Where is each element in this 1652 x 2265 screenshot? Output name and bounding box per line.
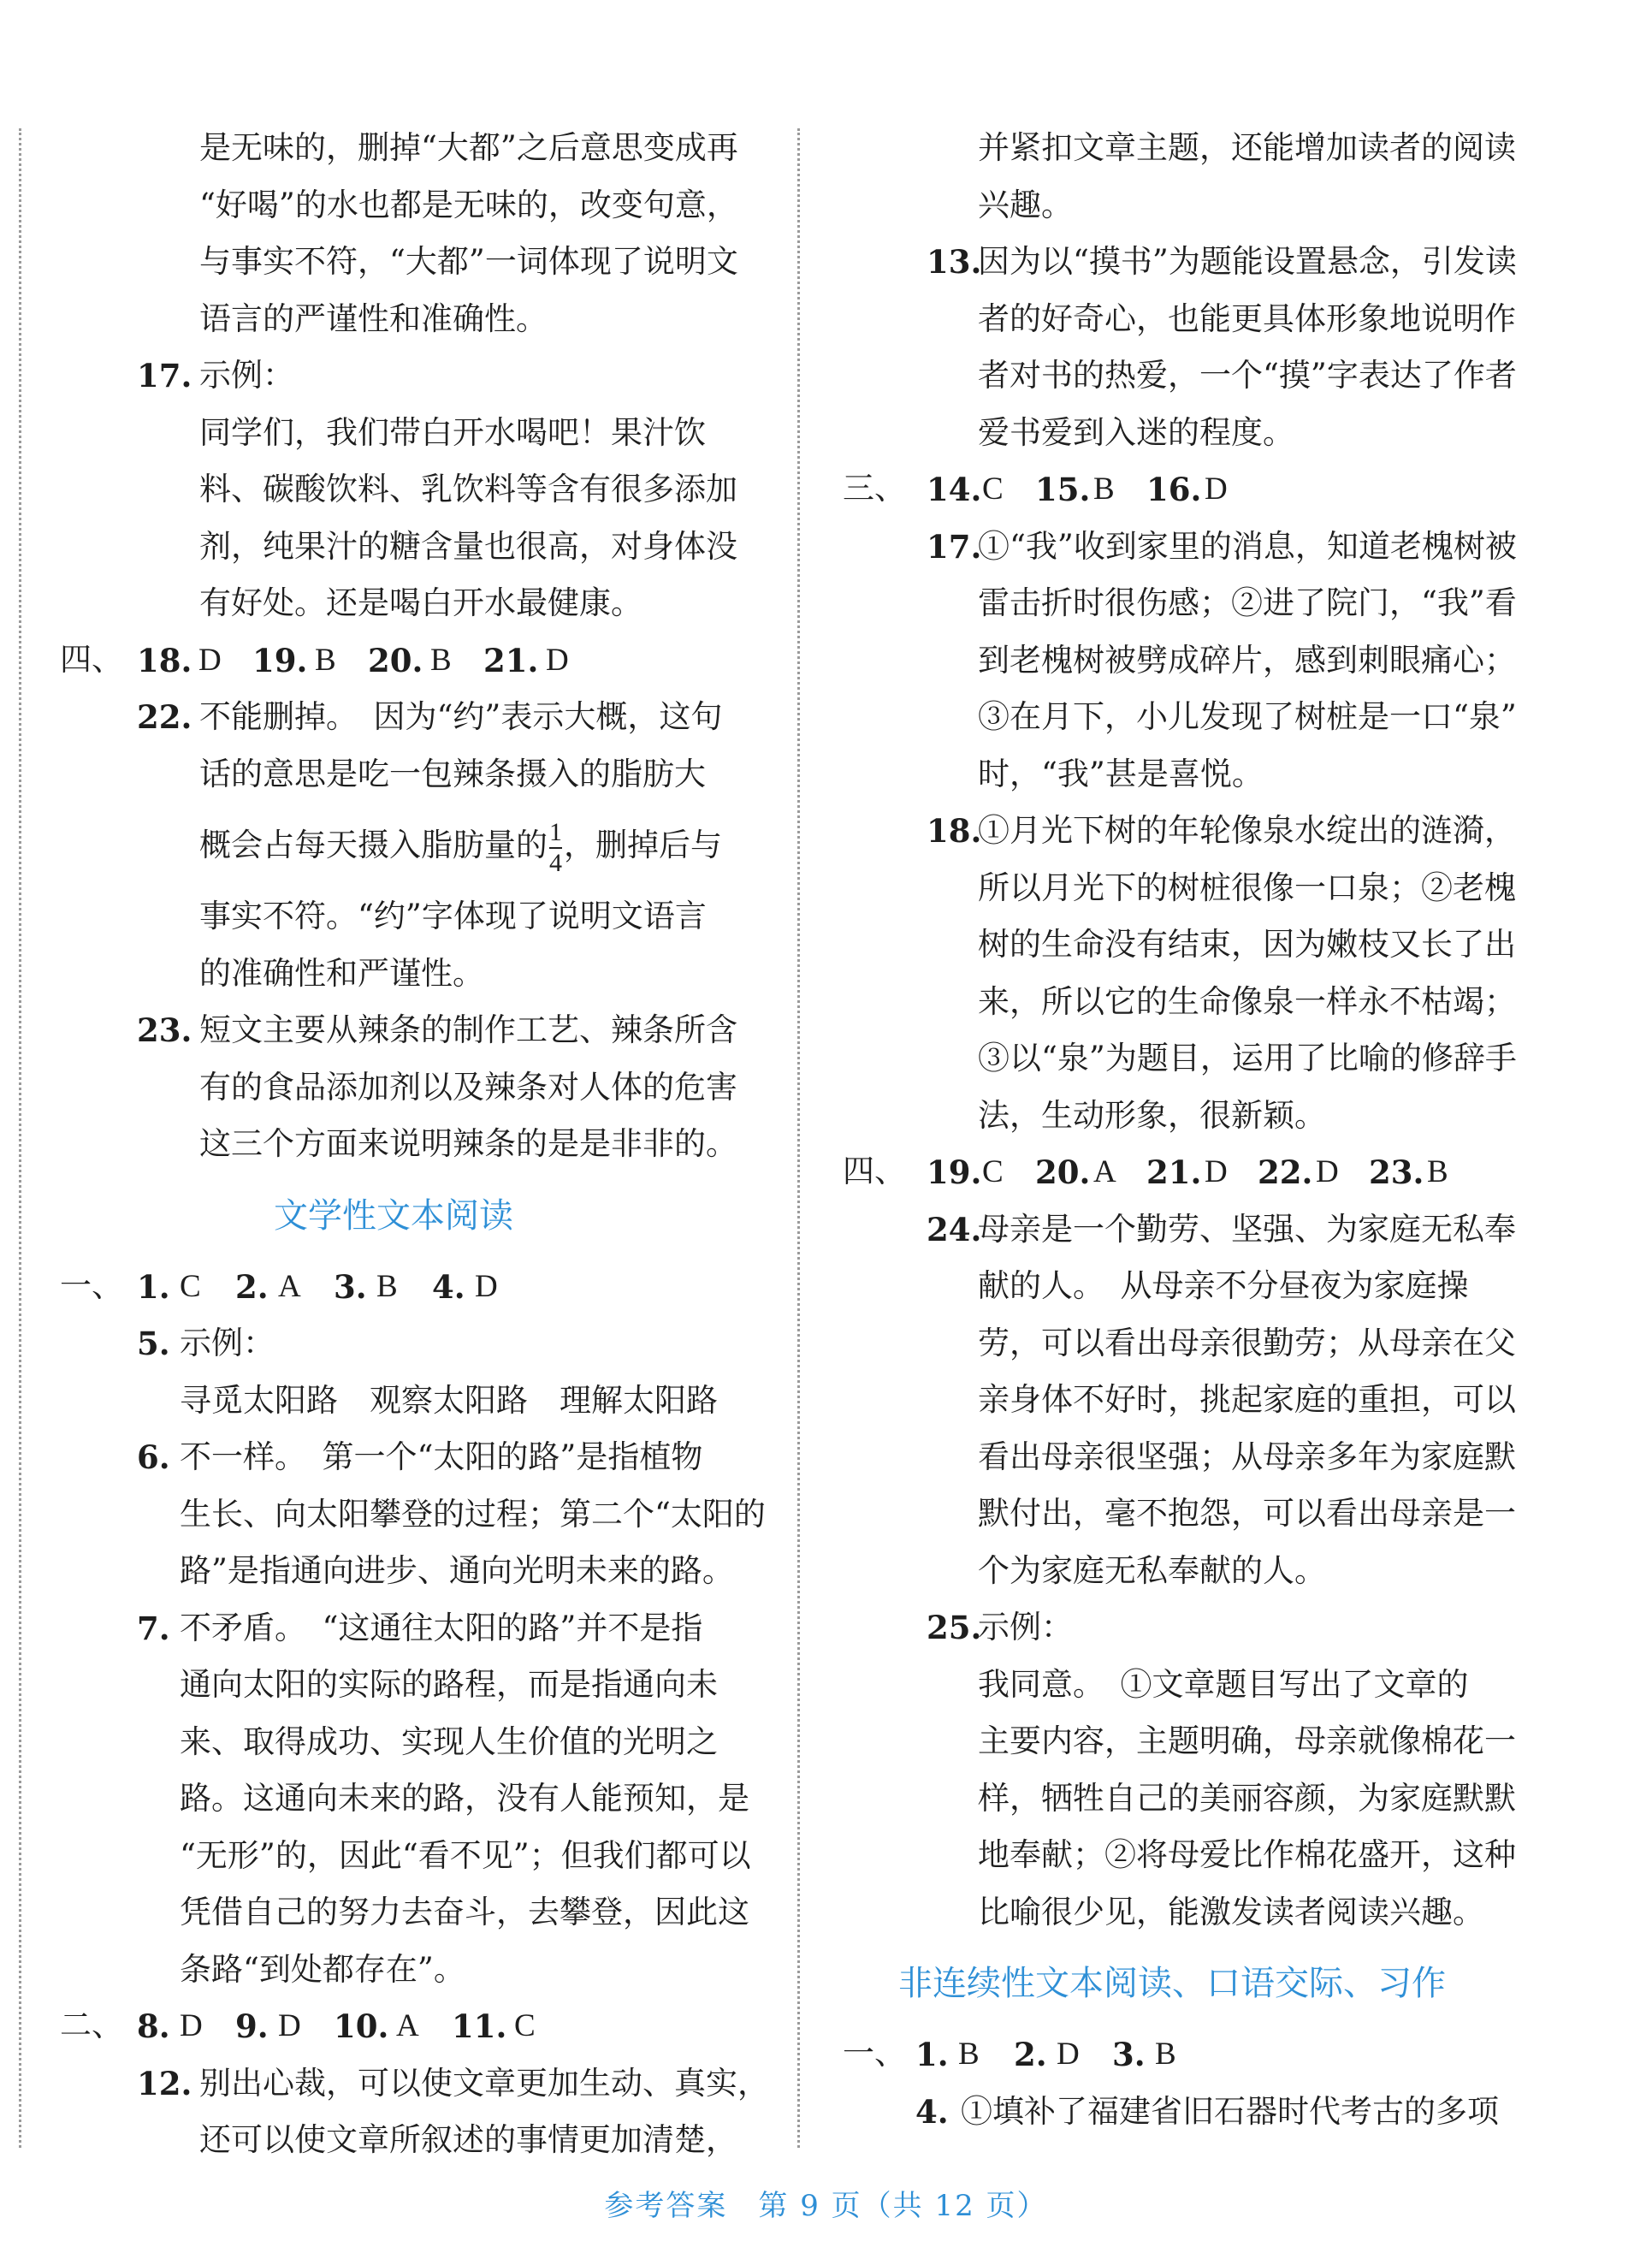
question-number: 17. bbox=[137, 357, 192, 394]
question-number: 5. bbox=[137, 1325, 170, 1362]
question-number: 6. bbox=[137, 1438, 170, 1476]
section-4-choice-answers: 四、 18. D 19. B 20. B 21. D bbox=[60, 632, 770, 690]
section-4-right-choice-answers: 四、 19. C 20. A 21. D 22. D 23. B bbox=[843, 1144, 1561, 1201]
question-number: 17. bbox=[927, 527, 982, 566]
question-number: 24. bbox=[927, 1210, 982, 1248]
answer-13: 13. 因为以“摸书”为题能设置悬念，引发读 者的好奇心，也能更具体形象地说明作 者对书的热爱，一个“摸”字表达了作者 爱书爱到入迷的程度。 bbox=[843, 234, 1561, 461]
answer-12: 12. 别出心裁，可以使文章更加生动、真实， 还可以使文章所叙述的事情更加清楚， bbox=[60, 2055, 770, 2169]
answer-18: 18. ①月光下树的年轮像泉水绽出的涟漪， 所以月光下的树桩很像一口泉；②老槐 树的生命没有结束，因为嫩枝又长了出 来，所以它的生命像泉一样永不枯竭； ③以“泉”为题目，运用了比喻的修辞手 法，生动形象，很新颖。 bbox=[843, 803, 1561, 1144]
question-number: 22. bbox=[137, 698, 192, 736]
section-label: 四、 bbox=[843, 1154, 906, 1189]
section-label: 一、 bbox=[843, 2037, 906, 2072]
section-heading-literary-reading: 文学性文本阅读 bbox=[274, 1195, 513, 1236]
section-label: 一、 bbox=[60, 1268, 123, 1304]
left-column bbox=[60, 120, 770, 2169]
answer-12-continued: 并紧扣文章主题，还能增加读者的阅读 兴趣。 bbox=[978, 129, 1516, 223]
answer-5: 5. 示例： 寻觅太阳路 观察太阳路 理解太阳路 bbox=[60, 1315, 770, 1429]
section-1-right-choice-answers: 一、 1. B 2. D 3. B bbox=[843, 2026, 1561, 2084]
section-label: 四、 bbox=[60, 642, 123, 678]
answer-17-right: 17. ①“我”收到家里的消息，知道老槐树被 雷击折时很伤感；②进了院门，“我”看 到老槐树被劈成碎片，感到刺眼痛心； ③在月下，小儿发现了树桩是一口“泉” 时，“我”甚是喜悦。 bbox=[843, 519, 1561, 803]
section-2-choice-answers: 二、 8. D 9. D 10. A 11. C bbox=[60, 1998, 770, 2055]
answer-22: 22. 不能删掉。 因为“约”表示大概，这句 话的意思是吃一包辣条摄入的脂肪大 概会占每天摄入脂肪量的 $\frac{1}{4}$ ，删掉后与 事实不符。“约”字体现了说明文语言 的准确性和严谨性。 bbox=[60, 689, 770, 1002]
section-heading-non-continuous-reading: 非连续性文本阅读、口语交际、习作 bbox=[898, 1964, 1446, 2003]
answer-4: 4. ①填补了福建省旧石器时代考古的多项 bbox=[843, 2084, 1561, 2141]
question-number: 13. bbox=[927, 243, 982, 281]
intro-paragraph: 是无味的，删掉“大都”之后意思变成再 “好喝”的水也都是无味的，改变句意， 与事实不符，“大都”一词体现了说明文 语言的严谨性和准确性。 bbox=[199, 129, 738, 337]
right-column bbox=[843, 120, 1561, 2140]
answer-23: 23. 短文主要从辣条的制作工艺、辣条所含 有的食品添加剂以及辣条对人体的危害 这三个方面来说明辣条的是是非非的。 bbox=[60, 1002, 770, 1173]
question-number: 7. bbox=[137, 1609, 170, 1647]
question-number: 18. bbox=[927, 812, 982, 850]
answer-6: 6. 不一样。 第一个“太阳的路”是指植物 生长、向太阳攀登的过程；第二个“太阳的 路”是指通向进步、通向光明未来的路。 bbox=[60, 1429, 770, 1600]
question-number: 4. bbox=[915, 2092, 949, 2131]
page-footer: 参考答案 第 9 页（共 12 页） bbox=[604, 2189, 1048, 2223]
answer-25: 25. 示例： 我同意。 ①文章题目写出了文章的 主要内容，主题明确，母亲就像棉花一 样，牺牲自己的美丽容颜，为家庭默默 地奉献；②将母爱比作棉花盛开，这种 比喻很少见，能激发读者阅读兴趣。 bbox=[843, 1599, 1561, 1941]
answer-24: 24. 母亲是一个勤劳、坚强、为家庭无私奉 献的人。 从母亲不分昼夜为家庭操 劳，可以看出母亲很勤劳；从母亲在父 亲身体不好时，挑起家庭的重担，可以 看出母亲很坚强；从母亲多年为家庭默 默付出，毫不抱怨，可以看出母亲是一 个为家庭无私奉献的人。 bbox=[843, 1201, 1561, 1600]
section-1-choice-answers: 一、 1. C 2. A 3. B 4. D bbox=[60, 1259, 770, 1316]
answer-7: 7. 不矛盾。 “这通往太阳的路”并不是指 通向太阳的实际的路程，而是指通向未 来、取得成功、实现人生价值的光明之 路。这通向未来的路，没有人能预知，是 “无形”的，因此“看不见”；但我们都可以 凭借自己的努力去奋斗，去攀登，因此这 条路“到处都存在”。 bbox=[60, 1600, 770, 1999]
fraction: $\frac{1}{4}$ bbox=[549, 817, 562, 877]
column-divider-dotted-line bbox=[797, 128, 800, 2148]
section-label: 二、 bbox=[60, 2008, 123, 2043]
left-margin-dotted-line bbox=[19, 128, 21, 2148]
question-number: 23. bbox=[137, 1011, 192, 1049]
section-3-choice-answers: 三、 14. C 15. B 16. D bbox=[843, 461, 1561, 519]
section-label: 三、 bbox=[843, 471, 906, 507]
answer-17: 17. 示例： 同学们，我们带白开水喝吧！果汁饮 料、碳酸饮料、乳饮料等含有很多添加 剂，纯果汁的糖含量也很高，对身体没 有好处。还是喝白开水最健康。 bbox=[60, 347, 770, 632]
question-number: 12. bbox=[137, 2064, 192, 2102]
question-number: 25. bbox=[927, 1609, 982, 1646]
